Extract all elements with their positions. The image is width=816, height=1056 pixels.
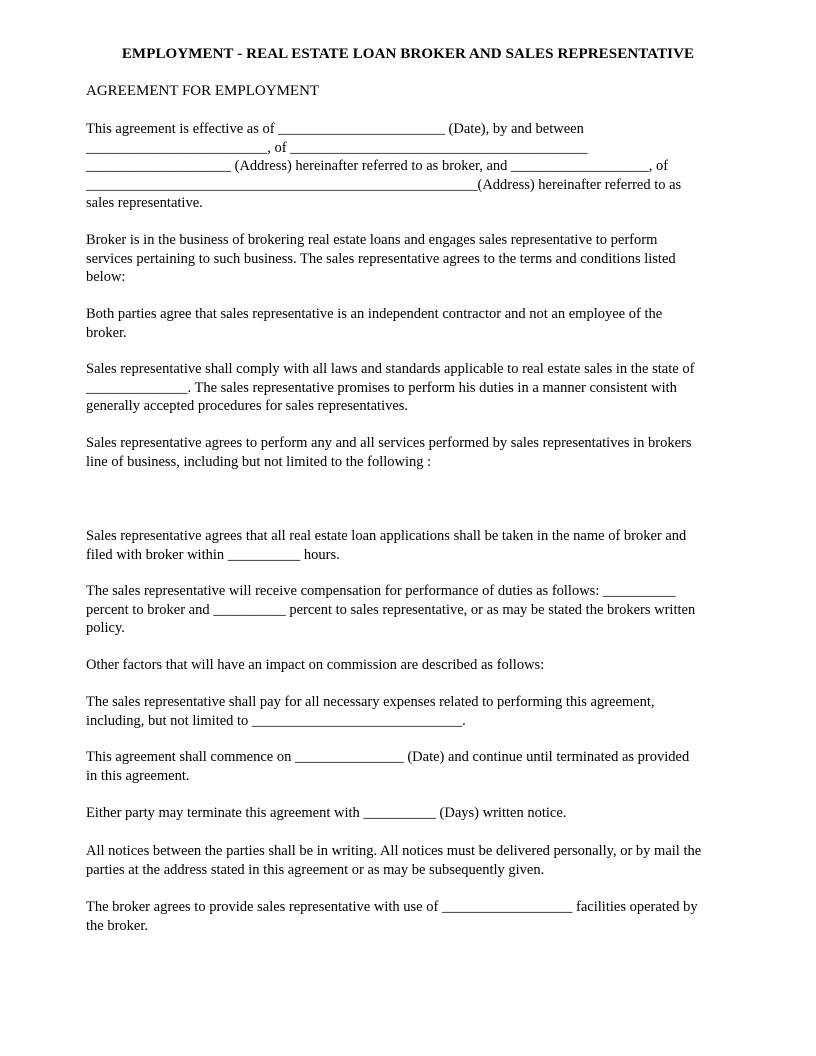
paragraph-parties	[86, 120, 766, 213]
section-heading: AGREEMENT FOR EMPLOYMENT	[86, 83, 320, 99]
text-line: The sales representative will receive compensation for performance of duties as follows: __________	[86, 583, 676, 599]
text-line: ______________________________________________________(Address) hereinafter referred to as	[86, 176, 682, 193]
paragraph-compensation	[86, 582, 766, 638]
document-title: EMPLOYMENT - REAL ESTATE LOAN BROKER AND SALES REPRESENTATIVE	[121, 46, 695, 62]
text-line: in this agreement.	[86, 767, 190, 784]
text-line: parties at the address stated in this agreement or as may be subsequently given.	[86, 861, 545, 878]
text-line: ____________________ (Address) hereinafter referred to as broker, and ___________________, of	[86, 158, 669, 175]
text-line: including, but not limited to _____________________________.	[86, 712, 466, 729]
paragraph-commencement	[86, 748, 766, 785]
text-line: This agreement shall commence on _______________ (Date) and continue until terminated as provided	[86, 749, 690, 765]
paragraph-facilities	[86, 898, 766, 935]
text-line: policy.	[86, 620, 125, 637]
paragraph-commission-factors	[86, 656, 766, 675]
text-line: Either party may terminate this agreement with __________ (Days) written notice.	[86, 805, 567, 821]
text-line: Sales representative agrees that all real estate loan applications shall be taken in the name of broker and	[86, 528, 687, 544]
text-line: Both parties agree that sales representative is an independent contractor and not an employee of the	[86, 306, 663, 322]
text-line: services pertaining to such business. The sales representative agrees to the terms and conditions listed	[86, 250, 676, 267]
text-line: below:	[86, 269, 126, 286]
text-line: ______________. The sales representative promises to perform his duties in a manner consistent with	[86, 379, 677, 396]
text-line: Sales representative agrees to perform any and all services performed by sales representatives in brokers	[86, 435, 692, 451]
text-line: This agreement is effective as of _______________________ (Date), by and between	[86, 121, 584, 137]
text-line: broker.	[86, 324, 127, 341]
paragraph-expenses	[86, 693, 766, 730]
text-line: Other factors that will have an impact on commission are described as follows:	[86, 657, 545, 673]
paragraph-compliance	[86, 360, 766, 416]
text-line: line of business, including but not limited to the following :	[86, 453, 432, 470]
text-line: the broker.	[86, 917, 149, 934]
paragraph-termination	[86, 804, 766, 823]
paragraph-loan-applications	[86, 527, 766, 564]
text-line: sales representative.	[86, 195, 203, 212]
text-line: The sales representative shall pay for all necessary expenses related to performing this agreement,	[86, 694, 655, 710]
paragraph-business	[86, 231, 766, 287]
paragraph-services	[86, 434, 766, 471]
text-line: Sales representative shall comply with all laws and standards applicable to real estate sales in the state of	[86, 361, 695, 377]
paragraph-independent-contractor	[86, 305, 766, 342]
text-line: generally accepted procedures for sales representatives.	[86, 398, 409, 415]
text-line: filed with broker within __________ hours.	[86, 546, 340, 563]
text-line: All notices between the parties shall be in writing. All notices must be delivered personally, or by mail the	[86, 843, 702, 859]
text-line: percent to broker and __________ percent to sales representative, or as may be stated the brokers written	[86, 601, 696, 618]
text-line: _________________________, of _________________________________________	[86, 139, 588, 156]
text-line: Broker is in the business of brokering real estate loans and engages sales representative to perform	[86, 232, 658, 248]
text-line: The broker agrees to provide sales representative with use of __________________ facilities operated by	[86, 899, 698, 915]
paragraph-notices	[86, 842, 766, 879]
